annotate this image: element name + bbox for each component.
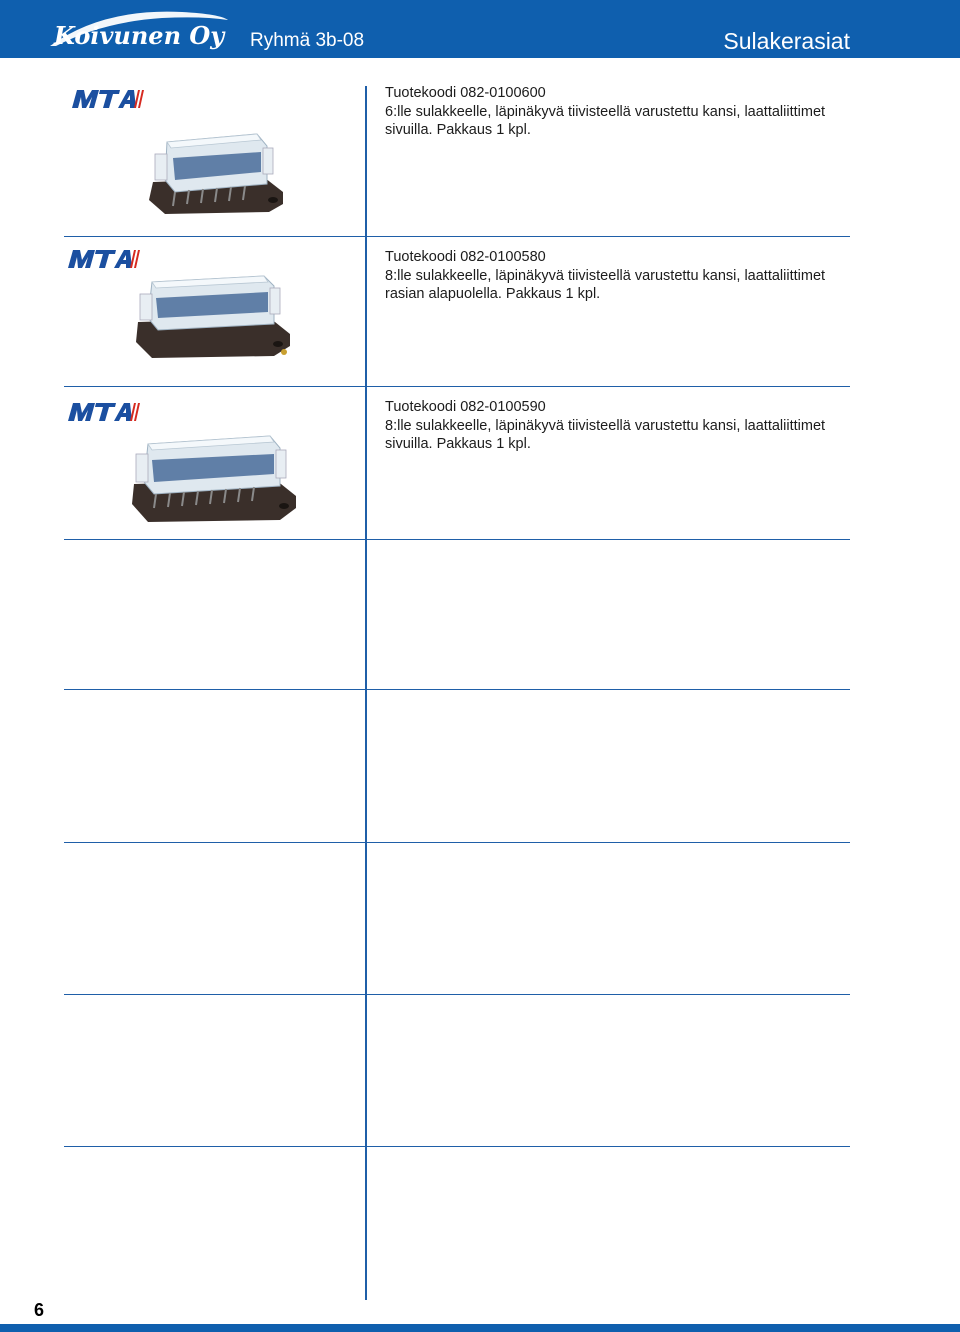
product-text <box>385 398 855 454</box>
page-number: 6 <box>34 1300 45 1320</box>
mta-logo <box>68 401 140 423</box>
page-header <box>0 0 960 58</box>
koivunen-logo <box>42 6 232 52</box>
fuse-box-8-side-image <box>130 432 300 528</box>
group-label: Ryhmä 3b-08 <box>250 30 365 51</box>
row-divider <box>64 842 850 843</box>
row-divider <box>64 539 850 540</box>
footer-bar <box>0 1324 960 1332</box>
mta-logo <box>68 248 140 270</box>
product-description: 8:lle sulakkeelle, läpinäkyvä tiivisteellä varustettu kansi, laattaliittimet sivuilla. Pakkaus 1 kpl. <box>385 417 826 452</box>
product-description: 6:lle sulakkeelle, läpinäkyvä tiivisteellä varustettu kansi, laattaliittimet sivuilla. Pakkaus 1 kpl. <box>385 103 826 138</box>
product-description: 8:lle sulakkeelle, läpinäkyvä tiivisteellä varustettu kansi, laattaliittimet rasian alapuolella. Pakkaus 1 kpl. <box>385 267 826 302</box>
row-divider <box>64 1146 850 1147</box>
mta-logo <box>72 88 144 110</box>
product-text <box>385 248 855 304</box>
row-divider <box>64 386 850 387</box>
fuse-box-6-image <box>145 124 285 218</box>
product-code: Tuotekoodi 082-0100580 <box>385 249 546 265</box>
svg-text:Koivunen Oy: Koivunen Oy <box>54 21 225 50</box>
product-text <box>385 84 855 140</box>
product-code: Tuotekoodi 082-0100600 <box>385 85 546 101</box>
row-divider <box>64 236 850 237</box>
fuse-box-8-bottom-image <box>134 272 294 364</box>
section-title: Sulakerasiat <box>723 28 850 54</box>
product-code: Tuotekoodi 082-0100590 <box>385 399 546 415</box>
row-divider <box>64 994 850 995</box>
column-divider <box>365 86 367 1300</box>
row-divider <box>64 689 850 690</box>
